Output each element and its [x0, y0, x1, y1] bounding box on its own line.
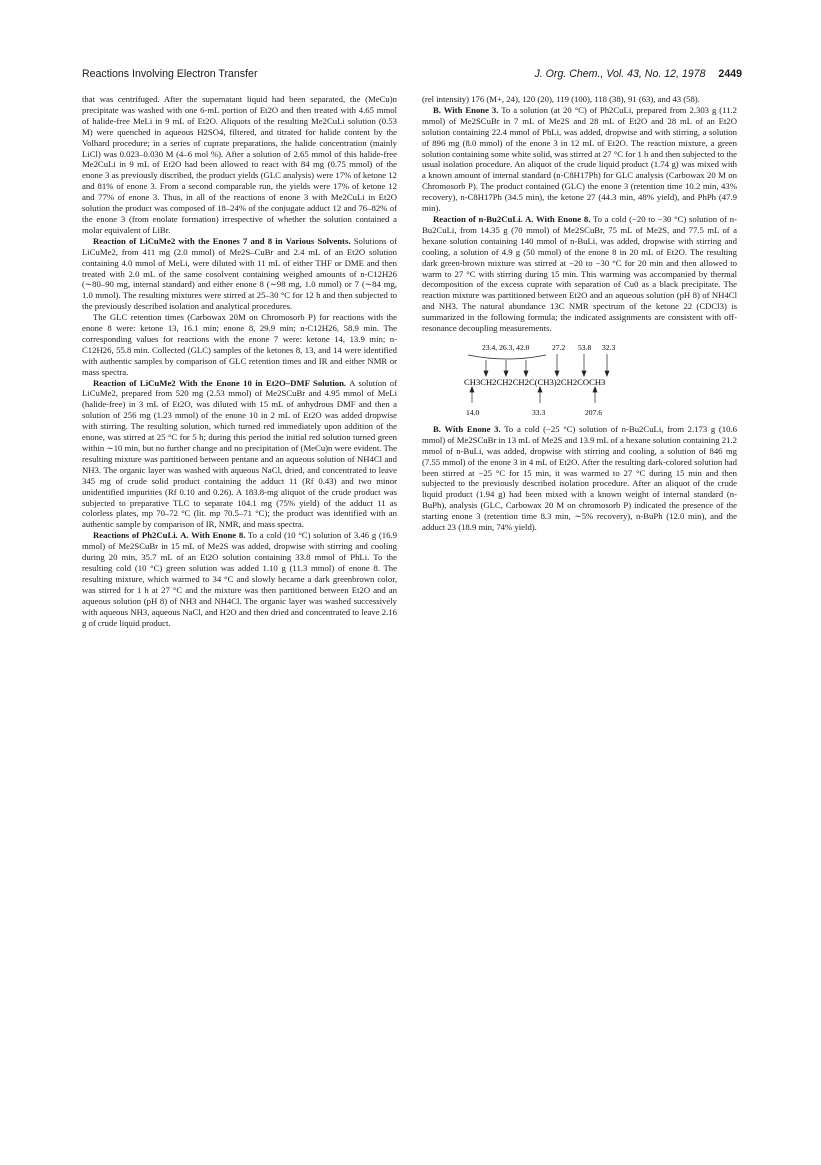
section-heading: B. With Enone 3. — [433, 423, 501, 434]
paragraph: Reaction of LiCuMe2 with the Enones 7 and 8 in Various Solvents. Solutions of LiCuMe2, from 411 mg (2.0 mmol) of Me2S–CuBr and 2.4 mL of an Et2O solution containing 4.0 mmol of MeLi, were diluted with 11 mL of either THF or DME and then treated with 2.0 mL of the same cosolvent containing weighed amounts of n-C12H26 (∼80–90 mg, internal standard) and either enone 8 (∼98 mg, 1.0 mmol) or 7 (∼84 mg, 1.0 mmol). The resulting mixtures were stirred at 25–30 °C for 12 h and then subjected to the previously described isolation and analytical procedures. — [82, 235, 397, 312]
section-heading: Reaction of LiCuMe2 With the Enone 10 in Et2O–DMF Solution. — [93, 377, 347, 388]
section-heading: Reaction of n-Bu2CuLi. A. With Enone 8. — [433, 213, 591, 224]
structural-formula: CH3CH2CH2CH2C(CH3)2CH2COCH3 — [464, 376, 606, 387]
journal-name: J. Org. Chem., Vol. 43, No. 12, 1978 — [534, 68, 706, 80]
shift-label: 33.3 — [532, 407, 546, 417]
section-heading: Reactions of Ph2CuLi. A. With Enone 8. — [93, 530, 246, 541]
running-title: Reactions Involving Electron Transfer — [82, 68, 258, 80]
paragraph: that was centrifuged. After the supernatant liquid had been separated, the (MeCu)n precipitate was washed with one 6-mL portion of Et2O and then treated with 4.65 mmol of halide-free MeLi in 9 mL of Et2O. Aliquots of the resulting Me2CuLi solution (0.53 M) were quenched in aqueous H2SO4, filtered, and titrated for halide content by the Volhard procedure; in a series of cuprate preparations, the halide concentration (mainly LiCl) was 0.023–0.030 M (4–6 mol %). After a solution of 2.65 mmol of this halide-free Me2CuLi in 9 mL of Et2O had been allowed to react with 84 mg (0.75 mmol) of the enone 3 as previously discribed, the product yields (GLC analysis) were 17% of ketone 12 and 81% of enone 3. From a second comparable run, the yields were 17% of ketone 12 and 77% of enone 3. Thus, in all of the reactions of enone 3 with Me2CuLi in Et2O solution the product was composed of 18–24% of the conjugate adduct 12 and 76–82% of the enone 3 (from enolate formation) irrespective of whether the solution contained a molar equivalent of LiBr. — [82, 94, 397, 235]
paragraph: Reaction of n-Bu2CuLi. A. With Enone 8. To a cold (−20 to −30 °C) solution of n-Bu2CuLi, from 14.35 g (70 mmol) of Me2SCuBr, 75 mL of Me2S, and 77.5 mL of a hexane solution containing 140 mmol of n-BuLi, was added, dropwise with stirring and cooling, a solution of 4.9 g (50 mmol) of the enone 8 in 20 mL of Et2O. The resulting dark green-brown mixture was stirred at −20 to −30 °C for 20 min and then allowed to warm to 27 °C with stirring during 15 min. This warming was accompanied by thermal decomposition of the excess cuprate with separation of Cu0 as a black precipitate. The reaction mixture was partitioned between Et2O and an aqueous solution (pH 8) of NH4Cl and NH3. The natural abundance 13C NMR spectrum of the ketone 22 (CDCl3) is summarized in the following formula; the indicated assignments are consistent with off-resonance decoupling measurements. — [422, 213, 737, 334]
left-column — [82, 94, 397, 1104]
shift-label: 207.6 — [585, 407, 603, 417]
paragraph: B. With Enone 3. To a solution (at 20 °C) of Ph2CuLi, prepared from 2.303 g (11.2 mmol) of Me2SCuBr in 7 mL of Me2S and 28 mL of Et2O and 28 mL of an Et2O solution containing 22.4 mmol of PhLi, was added, dropwise and with stirring, a solution of 896 mg (8.0 mmol) of the enone 3 in 12 mL of Et2O. The reaction mixture, a green solution containing some white solid, was stirred at 27 °C for 1 h and then subjected to the usual isolation procedure. An aliquot of the crude liquid product (1.74 g) was mixed with a known amount of internal standard (n-C8H17Ph) for GLC analysis (Carbowax 20 M on Chromosorb P). The product contained (GLC) the enone 3 (retention time 10.2 min, 43% recovery), n-C8H17Ph (34.5 min), the ketone 27 (44.3 min, 48% yield), and PhPh (47.9 min). — [422, 104, 737, 214]
shift-group-label: 23.4, 26.3, 42.0 — [482, 342, 530, 352]
page-number: 2449 — [718, 68, 742, 80]
shift-label: 53.8 — [578, 342, 592, 352]
journal-citation — [535, 68, 743, 80]
shift-label: 27.2 — [552, 342, 566, 352]
paragraph: B. With Enone 3. To a cold (−25 °C) solution of n-Bu2CuLi, from 2.173 g (10.6 mmol) of Me2SCuBr in 13 mL of Me2S and 13.9 mL of a hexane solution containing 21.2 mmol of n-BuLi, was added, dropwise with stirring and cooling, a solution of 846 mg (7.55 mmol) of the enone 3 in 4 mL of Et2O. After the resulting dark-colored solution had been stirred at −25 °C for 15 min, it was warmed to 27 °C during 15 min and then subjected to the previously described isolation procedure. After an aliquot of the crude liquid product (1.94 g) had been mixed with a known weight of internal standard (n-BuPh), analysis (GLC, Carbowax 20 M on chromosorb P) indicated the presence of the starting enone 3 (retention time 8.3 min, ∼5% recovery), n-BuPh (12.0 min), and the adduct 23 (18.9 min, 74% yield). — [422, 423, 737, 533]
paragraph: Reactions of Ph2CuLi. A. With Enone 8. To a cold (10 °C) solution of 3.46 g (16.9 mmol) of Me2SCuBr in 15 mL of Me2S was added, dropwise with stirring and cooling during 20 min, 35.7 mL of an Et2O solution containing 33.8 mmol of PhLi. To the resulting cold (10 °C) green solution was added 1.10 g (11.3 mmol) of enone 8. The resulting mixture, which warmed to 34 °C and slowly became a dark greenbrown color, was stirred for 1 h at 27 °C and the mixture was then partitioned between Et2O and an aqueous solution (pH 8) of NH3 and NH4Cl. The organic layer was washed successively with aqueous NH3, aqueous NaCl, and H2O and then dried and concentrated to leave 2.16 g of crude liquid product. — [82, 530, 397, 628]
section-heading: Reaction of LiCuMe2 with the Enones 7 and 8 in Various Solvents. — [93, 235, 351, 246]
paragraph: (rel intensity) 176 (M+, 24), 120 (20), 119 (100), 118 (38), 91 (63), and 43 (58). — [422, 94, 700, 104]
section-heading: B. With Enone 3. — [433, 104, 499, 115]
paragraph: The GLC retention times (Carbowax 20M on Chromosorb P) for reactions with the enone 8 were: ketone 13, 16.1 min; enone 8, 29.9 min; n-C12H26, 58.9 min. The corresponding values for reactions with the enone 7 were: ketone 14, 13.9 min; n-C12H26, 55.8 min. Collected (GLC) samples of the ketones 8, 13, and 14 were identified with authentic samples by comparison of GLC retention times and IR and either NMR or mass spectra. — [82, 312, 397, 377]
running-header — [82, 68, 742, 84]
shift-label: 14.0 — [466, 407, 480, 417]
paragraph: Reaction of LiCuMe2 With the Enone 10 in Et2O–DMF Solution. A solution of LiCuMe2, prepared from 520 mg (2.53 mmol) of Me2SCuBr and 4.95 mmol of MeLi (halide-free) in 3 mL of Et2O, was diluted with 15 mL of anhydrous DMF and then a solution of 256 mg (1.23 mmol) of the enone 10 in 2 mL of Et2O was added dropwise with stirring. The resulting solution, which turned red immediately upon addition of the enone, was stirred at 25 °C for 5 h; during this period the initial red solution turned green within ∼10 min, but no further change and no precipitation of (MeCu)n were evident. The resulting mixture was partitioned between pentane and an aqueous solution of NH4Cl and NH3. The organic layer was washed with aqueous NaCl, dried, and concentrated to leave 345 mg of crude solid product containing the adduct 11 (Rf 0.43) and two minor unidentified impurities (Rf 0.10 and 0.26). A 183.8-mg aliquot of the crude product was subjected to preparative TLC to separate 104.1 mg (75% yield) of the adduct 11 as colorless plates, mp 70–72 °C (lit. mp 70.5–71 °C); the product was identified with an authentic sample by comparison of IR, NMR, and mass spectra. — [82, 377, 397, 530]
right-column — [422, 94, 737, 1104]
nmr-assignment-diagram — [462, 340, 642, 418]
shift-label: 32.3 — [602, 342, 616, 352]
